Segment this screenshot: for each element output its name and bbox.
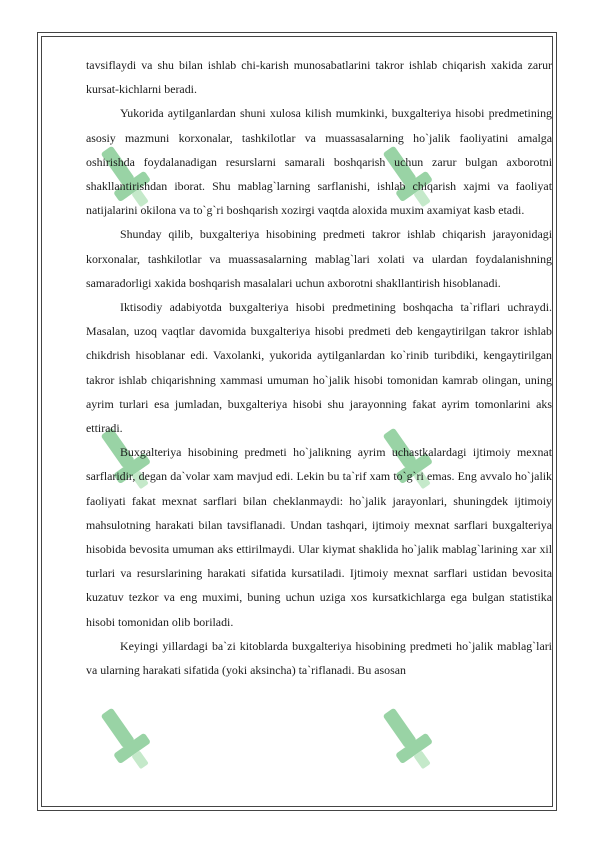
paragraph: Buxgalteriya hisobining predmeti ho`jalikning ayrim uchastkalardagi ijtimoiy mexnat sarflaridir, degan da`volar xam mavjud edi. Lekin bu ta`rif xam to`g`ri emas. Eng avvalo ho`jalik faoliyati fakat mexnat sarflari bilan cheklanmaydi: ho`jalik jarayonlari, shuningdek ijtimoiy mahsulotning harakati bilan tavsiflanadi. Undan tashqari, ijtimoiy mexnat sarflari buxgalteriya hisobida bevosita umuman aks ettirilmaydi. Ular kiymat shaklida ho`jalik mablag`larining xar xil turlari va resurslarining harakati sifatida kursatiladi. Ijtimoiy mexnat sarflari ustidan bevosita kuzatuv tezkor va eng muximi, buning uchun uziga xos kursatkichlarga ega bulgan statistika hisobi tomonidan olib boriladi. (86, 445, 552, 629)
document-body (86, 53, 552, 682)
paragraph: Shunday qilib, buxgalteriya hisobining predmeti takror ishlab chiqarish jarayonidagi korxonalar, tashkilotlar va muassasalarning mablag`lari xolati va ulardan foydalanishning samaradorligi xakida boshqarish masalalari uchun axborotni shakllantirish hisoblanadi. (86, 227, 552, 290)
paragraph: Keyingi yillardagi ba`zi kitoblarda buxgalteriya hisobining predmeti ho`jalik mablag`lari va ularning harakati sifatida (yoki aksincha) ta`riflanadi. Bu asosan (86, 638, 552, 678)
paragraph: Yukorida aytilganlardan shuni xulosa kilish mumkinki, buxgalteriya hisobi predmetining asosiy mazmuni korxonalar, tashkilotlar va muassasalarning ho`jalik faoliyatini amalga oshirishda foydalanadigan resurslarni samarali boshqarish uchun zarur bulgan axborotni shakllantirishdan iborat. Shu mablag`larning sarflanishi, ishlab chiqarish xajmi va faoliyat natijalarini okilona va to`g`ri boshqarish xozirgi vaqtda aloxida muxim axamiyat kasb etadi. (86, 106, 552, 218)
paragraph: Iktisodiy adabiyotda buxgalteriya hisobi predmetining boshqacha ta`riflari uchraydi. Masalan, uzoq vaqtlar davomida buxgalteriya hisobi predmeti deb kengaytirilgan takror ishlab chikdrish hisoblanar edi. Vaxolanki, yukorida aytilganlardan ko`rinib turibdiki, kengaytirilgan takror ishlab chiqarishning xammasi umuman ho`jalik hisobi tomonidan kamrab olingan, uning ayrim turlari esa jumladan, buxgalteriya hisobi shu jarayonning fakat ayrim tomonlarini aks ettiradi. (86, 300, 552, 436)
paragraph-continuation: tavsiflaydi va shu bilan ishlab chi-karish munosabatlarini takror ishlab chiqarish xakida zarur kursat-kichlarni beradi. (86, 58, 552, 97)
